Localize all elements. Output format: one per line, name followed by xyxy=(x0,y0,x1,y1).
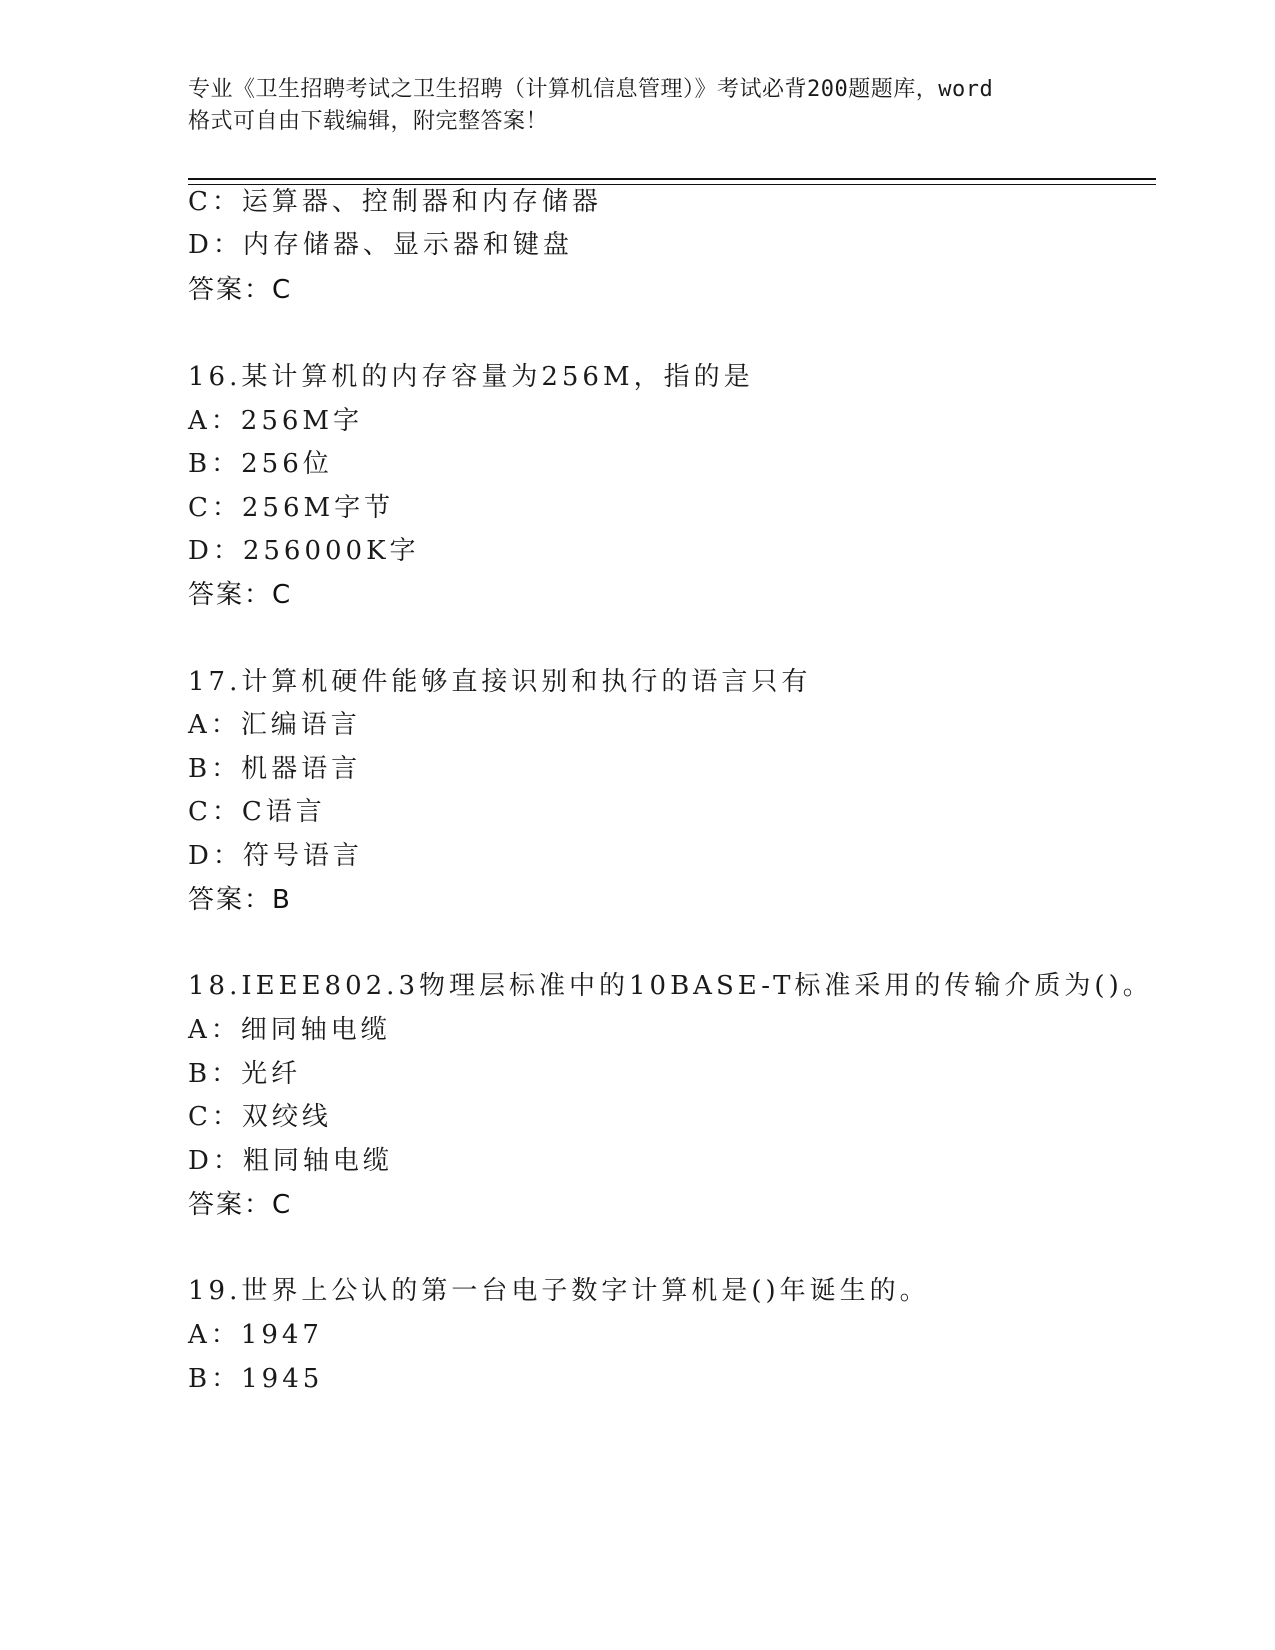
header-divider-thick xyxy=(188,178,1156,180)
q19-option-b: B：1945 xyxy=(188,1364,324,1394)
header-line-2: 格式可自由下载编辑，附完整答案！ xyxy=(188,109,549,134)
q17-option-d: D：符号语言 xyxy=(188,841,363,871)
header-line-1: 专业《卫生招聘考试之卫生招聘（计算机信息管理）》考试必背200题题库，word xyxy=(188,77,994,102)
q18-option-c: C：双绞线 xyxy=(188,1102,332,1132)
q19-option-a: A：1947 xyxy=(188,1320,323,1350)
q18-option-a: A：细同轴电缆 xyxy=(188,1015,391,1045)
q17-option-b: B：机器语言 xyxy=(188,754,362,784)
q16-option-a: A：256M字 xyxy=(188,406,364,436)
option-c: C：运算器、控制器和内存储器 xyxy=(188,187,602,217)
answer-line: 答案：C xyxy=(188,275,293,305)
question-19-stem: 19.世界上公认的第一台电子数字计算机是()年诞生的。 xyxy=(188,1276,930,1306)
q16-answer: 答案：C xyxy=(188,580,293,610)
document-header xyxy=(188,74,1088,138)
q17-option-a: A：汇编语言 xyxy=(188,710,361,740)
q18-option-d: D：粗同轴电缆 xyxy=(188,1146,393,1176)
question-16-stem: 16.某计算机的内存容量为256M，指的是 xyxy=(188,362,754,392)
q17-answer: 答案：B xyxy=(188,885,292,915)
q16-option-c: C：256M字节 xyxy=(188,493,395,523)
q18-option-b: B：光纤 xyxy=(188,1059,302,1089)
q18-answer: 答案：C xyxy=(188,1190,293,1220)
q17-option-c: C：C语言 xyxy=(188,797,326,827)
q16-option-d: D：256000K字 xyxy=(188,536,420,566)
question-17-stem: 17.计算机硬件能够直接识别和执行的语言只有 xyxy=(188,667,812,697)
question-18-stem: 18.IEEE802.3物理层标准中的10BASE-T标准采用的传输介质为()。 xyxy=(188,971,1153,1001)
header-divider-thin xyxy=(188,184,1156,185)
q16-option-b: B：256位 xyxy=(188,449,333,479)
option-d: D：内存储器、显示器和键盘 xyxy=(188,230,573,260)
